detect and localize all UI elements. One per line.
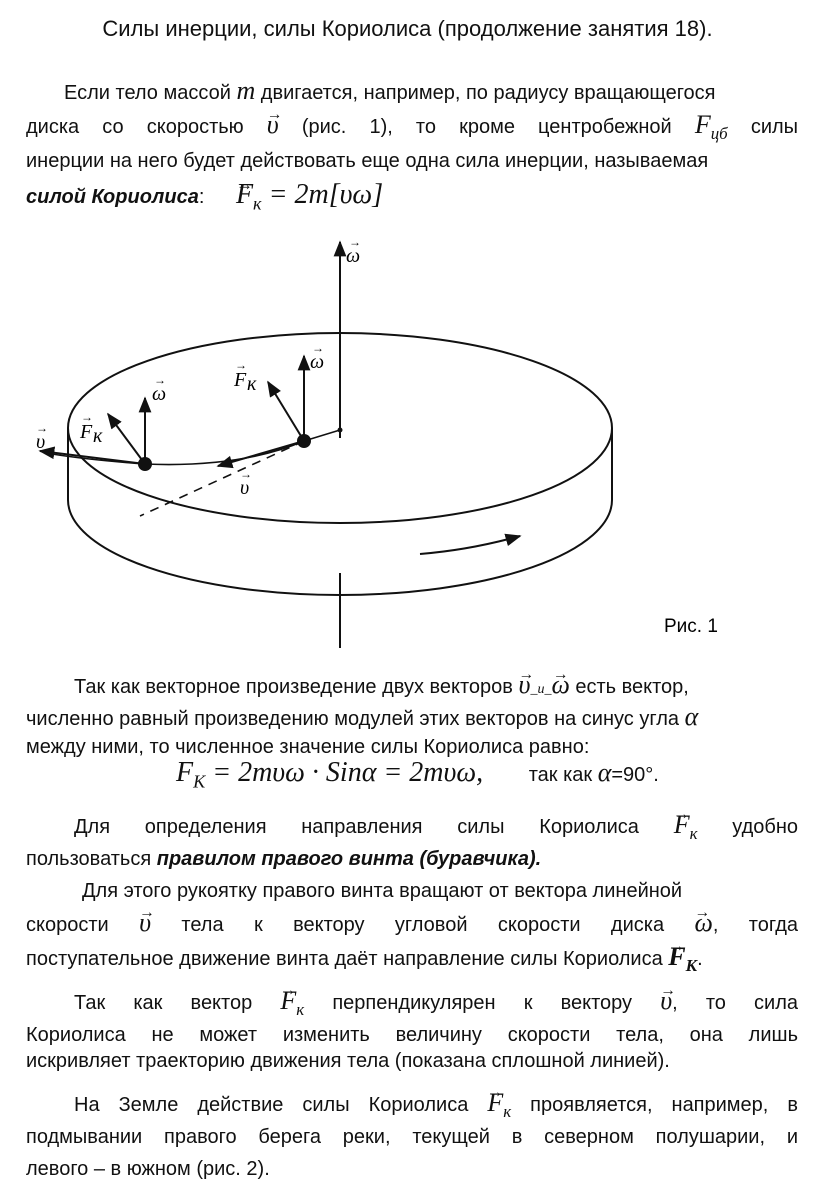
text: диска со скоростью: [26, 116, 244, 138]
p1-line3: инерции на него будет действовать еще одна сила инерции, называемая: [26, 150, 709, 172]
coriolis-arrow-edge: [108, 414, 145, 464]
text: скорости: [26, 914, 109, 936]
vector-arrow-mark: →: [81, 410, 93, 424]
fk-label-edge: F: [80, 421, 93, 443]
page-title: Силы инерции, силы Кориолиса (продолжение занятия 18).: [102, 16, 713, 41]
p6-line1: [74, 1090, 798, 1125]
vector-arrow-mark: →: [312, 341, 324, 355]
velocity-arrow-edge: [40, 451, 145, 464]
omega-axis-label: ω: [346, 245, 361, 267]
text: Для определения направления силы Кориолиса: [74, 816, 639, 838]
text: численно равный произведению модулей этих векторов на синус угла: [26, 708, 679, 730]
vector-arrow-mark: →: [235, 358, 247, 372]
coriolis-force-symbol: → $F_К$: [668, 942, 697, 971]
velocity-symbol: → υ: [267, 112, 279, 138]
coriolis-arrow-inner: [268, 382, 304, 441]
figure-rotating-disk: [0, 228, 815, 648]
fk-sub-inner: к: [247, 373, 257, 395]
omega-symbol: → ω: [694, 910, 712, 936]
velocity-symbol: → υ: [660, 988, 672, 1014]
body-point-edge: [138, 457, 152, 471]
angle-value: =90°.: [611, 764, 659, 786]
p2-line3: между ними, то численное значение силы Кориолиса равно:: [26, 736, 590, 758]
text: тела к вектору угловой скорости диска: [181, 914, 665, 936]
text: двигается, например, по радиусу вращающегося: [260, 82, 716, 104]
rotation-direction-arrow: [420, 536, 520, 554]
text: проявляется, например, в: [530, 1094, 798, 1116]
fk-label-inner: F: [234, 369, 247, 391]
vector-arrow-mark: →: [240, 467, 252, 481]
term-coriolis-force: силой Кориолиса: [26, 186, 199, 208]
p4-line3: поступательное движение винта даёт направление силы Кориолиса → $F_К$.: [26, 944, 703, 979]
text: Если тело массой: [64, 82, 231, 104]
coriolis-force-symbol: → $F_к$: [674, 810, 698, 839]
p6-line3: левого – в южном (рис. 2).: [26, 1158, 270, 1180]
text: (рис. 1), то кроме центробежной: [301, 116, 672, 138]
text: пользоваться: [26, 848, 152, 870]
text: , тогда: [712, 914, 799, 936]
p5-line2: Кориолиса не может изменить величину скорости тела, она лишь: [26, 1024, 798, 1046]
centrifugal-force-symbol: $F_{цб}$: [694, 110, 728, 144]
p5-line1: [74, 988, 798, 1023]
body-point-inner: [297, 434, 311, 448]
p1-line1: [64, 78, 716, 106]
coriolis-formula: → $F_к = 2m[\upsilon\omega]$: [236, 179, 383, 210]
text: поступательное движение винта даёт направление силы Кориолиса: [26, 948, 663, 970]
figure-caption: Рис. 1: [664, 616, 718, 637]
p2-formula: [176, 757, 659, 795]
p5-line3: искривляет траекторию движения тела (показана сплошной линией).: [26, 1050, 670, 1072]
p2-line2: [26, 704, 698, 732]
p3-line2: [26, 846, 541, 872]
text: так как: [528, 764, 593, 786]
v-label-inner: υ: [240, 477, 250, 499]
mass-symbol: m: [236, 76, 256, 105]
velocity-symbol: → υ: [139, 910, 151, 936]
text: силы: [750, 116, 799, 138]
coriolis-force-symbol: → $F_к$: [487, 1088, 511, 1117]
term-right-screw-rule: правилом правого винта (буравчика).: [156, 848, 542, 870]
velocity-arrow-inner: [218, 441, 304, 466]
p6-line2: подмывании правого берега реки, текущей в северном полушарии, и: [26, 1126, 798, 1148]
alpha-symbol: α: [597, 758, 612, 787]
vectors-v-and-omega: → υ_и_→ ω: [519, 676, 570, 698]
text: , то сила: [672, 992, 799, 1014]
text: На Земле действие силы Кориолиса: [74, 1094, 469, 1116]
p2-line1: [74, 672, 689, 703]
text: Так как вектор: [74, 992, 253, 1014]
alpha-symbol: α: [684, 702, 699, 731]
text: Так как векторное произведение двух векторов: [74, 676, 513, 698]
text: есть вектор,: [575, 676, 689, 698]
text: удобно: [732, 816, 798, 838]
omega-label-edge: ω: [152, 383, 167, 405]
p1-line4: силой Кориолиса: → $F_к = 2m[\upsilon\omega]$: [26, 182, 383, 217]
omega-label-inner: ω: [310, 351, 325, 373]
vector-arrow-mark: →: [349, 235, 361, 249]
text: перпендикулярен к вектору: [332, 992, 633, 1014]
p3-line1: [74, 812, 798, 847]
vector-arrow-mark: →: [36, 421, 48, 435]
straight-path-dashed: [140, 441, 304, 516]
coriolis-force-symbol: → $F_к$: [280, 986, 304, 1015]
v-label-edge: υ: [36, 431, 46, 453]
p4-line1: Для этого рукоятку правого винта вращают от вектора линейной: [82, 880, 683, 902]
p1-line2: [26, 112, 798, 147]
disk-center: [338, 428, 343, 433]
coriolis-magnitude-formula: $F_К = 2m\upsilon\omega \cdot Sin\alpha = 2m\upsilon\omega$,: [176, 757, 484, 792]
fk-sub-edge: к: [93, 425, 103, 447]
vector-arrow-mark: →: [154, 373, 166, 387]
